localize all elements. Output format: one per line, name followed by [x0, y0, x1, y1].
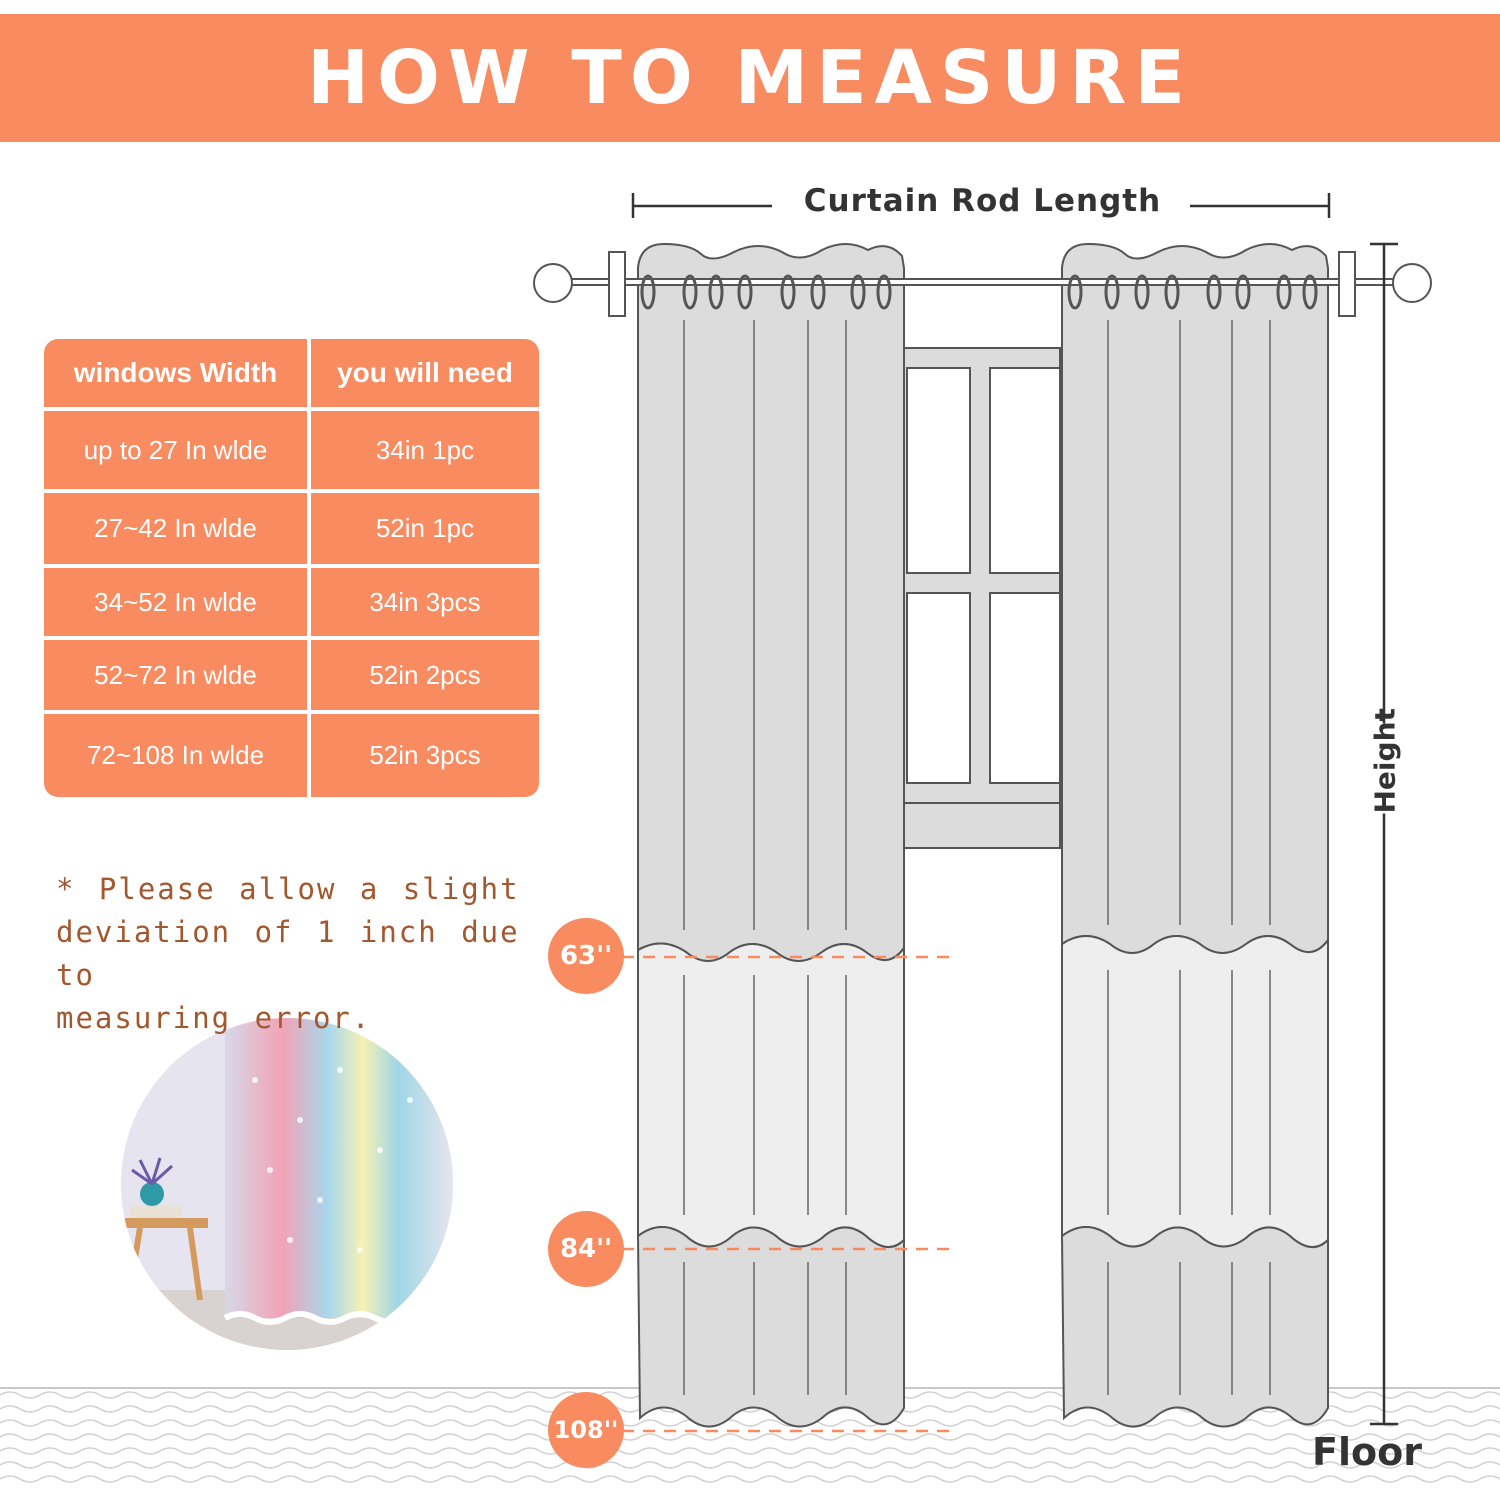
table-row — [44, 411, 539, 493]
need-cell: 34in 1pc — [311, 411, 539, 493]
height-label: Height — [1368, 708, 1402, 814]
floor-label: Floor — [1312, 1430, 1422, 1474]
width-cell: 52~72 In wlde — [44, 640, 311, 714]
table-header-row — [44, 339, 539, 411]
marker-84-badge: 84'' — [548, 1211, 624, 1287]
table-row — [44, 568, 539, 640]
column-header-width: windows Width — [44, 339, 311, 411]
window-illustration — [904, 348, 1060, 848]
width-cell: 72~108 In wlde — [44, 714, 311, 797]
column-header-need: you will need — [311, 339, 539, 411]
height-indicator — [1370, 244, 1398, 1424]
table-row — [44, 714, 539, 797]
table-row — [44, 640, 539, 714]
product-photo — [110, 1010, 470, 1360]
need-cell: 52in 3pcs — [311, 714, 539, 797]
rod-length-label: Curtain Rod Length — [803, 183, 1162, 219]
need-cell: 52in 1pc — [311, 493, 539, 568]
need-cell: 52in 2pcs — [311, 640, 539, 714]
size-guide-table — [44, 339, 539, 797]
table-row — [44, 493, 539, 568]
right-curtain-panel — [1062, 244, 1328, 1427]
need-cell: 34in 3pcs — [311, 568, 539, 640]
width-cell: 34~52 In wlde — [44, 568, 311, 640]
width-cell: 27~42 In wlde — [44, 493, 311, 568]
page-title: HOW TO MEASURE — [307, 35, 1193, 121]
marker-63-badge: 63'' — [548, 918, 624, 994]
width-cell: up to 27 In wlde — [44, 411, 311, 493]
marker-108-badge: 108'' — [548, 1392, 624, 1468]
measurement-note: * Please allow a slight deviation of 1 inch due to measuring error. — [56, 872, 520, 1035]
